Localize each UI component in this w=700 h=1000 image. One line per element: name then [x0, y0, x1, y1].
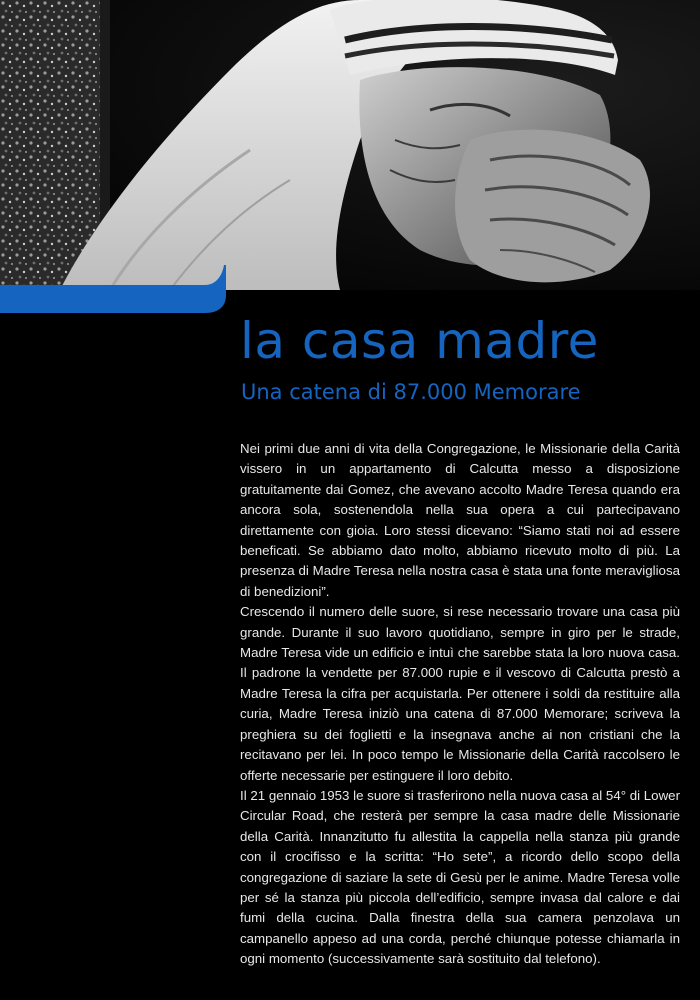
nun-praying-photo-icon — [0, 0, 700, 290]
article-body — [240, 439, 680, 970]
blue-tab-decoration — [0, 265, 226, 313]
paragraph: Crescendo il numero delle suore, si rese necessario trovare una casa più grande. Durante il suo lavoro quotidiano, sempre in giro per le strade, Madre Teresa vide un edificio e intuì che sarebbe stata la loro nuova casa. Il padrone la vendette per 87.000 rupie e il vescovo di Calcutta prestò a Madre Teresa la cifra per acquistarla. Per ottenere i soldi da restituire alla curia, Madre Teresa iniziò una catena di 87.000 Memorare; scriveva la preghiera su dei foglietti e la insegnava anche ai non cristiani che la recitavano per lei. In poco tempo le Missionarie della Carità raccolsero le offerte necessarie per estinguere il loro debito. — [240, 604, 680, 783]
paragraph: Il 21 gennaio 1953 le suore si trasferirono nella nuova casa al 54° di Lower Circular Road, che resterà per sempre la casa madre delle Missionarie della Carità. Innanzitutto fu allestita la cappella nella stanza più grande con il crocifisso e la scritta: “Ho sete”, a ricordo dello scopo della congregazione di saziare la sete di Gesù per le anime. Madre Teresa volle per sé la stanza più piccola dell’edificio, sempre invasa dal calore e dai fumi della cucina. Dalla finestra della sua camera penzolava un campanello appeso ad una corda, perché chiunque potesse chiamarla in ogni momento (successivamente sarà sostituito dal telefono). — [240, 787, 680, 967]
page-title: la casa madre — [240, 312, 599, 370]
paragraph: Nei primi due anni di vita della Congregazione, le Missionarie della Carità vissero in un appartamento di Calcutta messo a disposizione gratuitamente dai Gomez, che avevano accolto Madre Teresa quando era ancora sola, sostenendola nella sua opera a cui partecipavano direttamente con gioia. Loro stessi dicevano: “Siamo stati noi ad essere beneficati. Se abbiamo dato molto, abbiamo ricevuto molto di più. La presenza di Madre Teresa nella nostra casa è stata una fonte meravigliosa di benedizioni”. — [240, 441, 680, 599]
page-subtitle: Una catena di 87.000 Memorare — [241, 380, 581, 404]
header-photo — [0, 0, 700, 290]
